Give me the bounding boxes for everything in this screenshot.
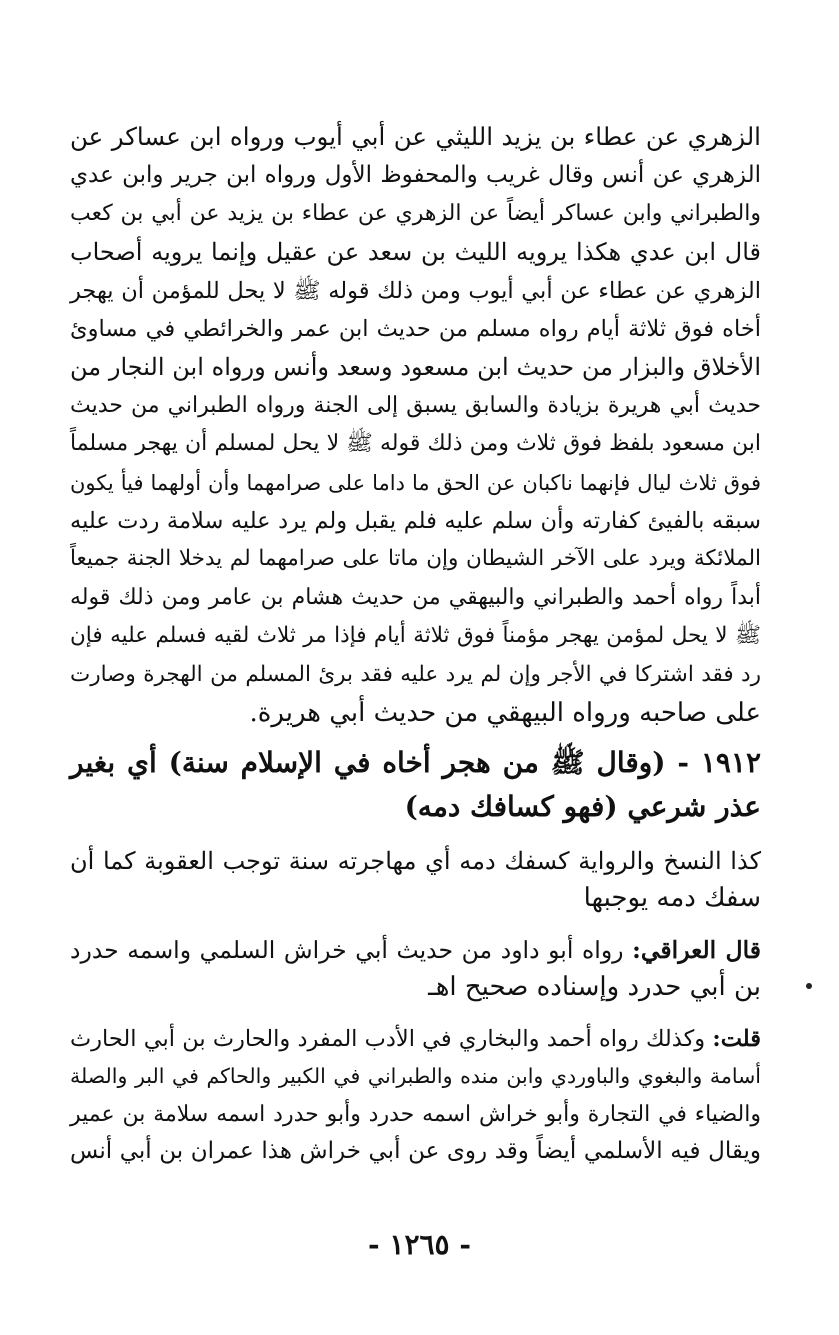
- text-line: الزهري عن أنس وقال غريب والمحفوظ الأول ورواه ابن جرير وابن عدي: [70, 162, 761, 189]
- margin-dot: [806, 983, 812, 989]
- iraqi-paragraph: [70, 932, 761, 1007]
- text-line: الزهري عن عطاء بن يزيد الليثي عن أبي أيوب ورواه ابن عساكر عن: [70, 122, 761, 151]
- text-line: فوق ثلاث ليال فإنهما ناكبان عن الحق ما داما على صرامهما وأن أولهما فيأ يكون: [70, 470, 761, 495]
- text-line: ويقال فيه الأسلمي أيضاً وقد روى عن أبي خراش هذا عمران بن أبي أنس: [70, 1138, 761, 1164]
- text-line: ﷺ لا يحل لمؤمن يهجر مؤمناً فوق ثلاثة أيام فإذا مر ثلاث لقيه فسلم عليه فإن: [70, 623, 761, 649]
- heading-line: ١٩١٢ - (وقال ﷺ من هجر أخاه في الإسلام سنة) أي بغير: [70, 745, 761, 779]
- text-line: الزهري عن عطاء عن أبي أيوب ومن ذلك قوله ﷺ لا يحل للمؤمن أن يهجر: [70, 277, 761, 304]
- heading-line: عذر شرعي (فهو كسافك دمه): [404, 789, 761, 823]
- text-line: ابن مسعود بلفظ فوق ثلاث ومن ذلك قوله ﷺ لا يحل لمسلم أن يهجر مسلماً: [70, 431, 761, 457]
- main-text-block: [70, 118, 761, 733]
- text-line: [70, 932, 761, 970]
- hadith-heading: [70, 741, 761, 829]
- text-line: على صاحبه ورواه البيهقي من حديث أبي هريرة.: [249, 698, 761, 729]
- text-line: حديث أبي هريرة بزيادة والسابق يسبق إلى الجنة ورواه الطبراني من حديث: [70, 392, 761, 418]
- commentary-paragraph: [70, 843, 761, 918]
- text-line: رد فقد اشتركا في الأجر وإن لم يرد عليه فقد برئ المسلم من الهجرة وصارت: [70, 661, 761, 687]
- text-line: [70, 1021, 761, 1059]
- iraqi-label: قال العراقي:: [632, 935, 761, 964]
- iraqi-text: رواه أبو داود من حديث أبي خراش السلمي واسمه حدرد: [70, 935, 624, 964]
- text-line: سفك دمه يوجبها: [583, 883, 761, 913]
- text-line: الأخلاق والبزار من حديث ابن مسعود وسعد وأنس ورواه ابن النجار من: [70, 353, 761, 382]
- text-line: الملائكة ويرد على الآخر الشيطان وإن ماتا على صرامهما لم يدخلا الجنة جميعاً: [70, 546, 761, 572]
- text-line: أبداً رواه أحمد والطبراني والبيهقي من حديث هشام بن عامر ومن ذلك قوله: [70, 584, 761, 610]
- text-line: والضياء في التجارة وأبو خراش اسمه حدرد وأبو حدرد اسمه سلامة بن عمير: [70, 1101, 761, 1127]
- text-line: قال ابن عدي هكذا يرويه الليث بن سعد عن عقيل وإنما يرويه أصحاب: [70, 238, 761, 267]
- page-number: - ١٢٦٥ -: [368, 1228, 471, 1261]
- text-line: والطبراني وابن عساكر أيضاً عن الزهري عن عطاء بن يزيد عن أبي بن كعب: [70, 200, 761, 226]
- text-line: بن أبي حدرد وإسناده صحيح اهـ: [428, 972, 761, 1002]
- text-line: أخاه فوق ثلاثة أيام رواه مسلم من حديث ابن عمر والخرائطي في مساوئ: [70, 316, 761, 343]
- qultu-paragraph: [70, 1021, 761, 1171]
- qultu-label: قلت:: [712, 1025, 762, 1052]
- text-line: أسامة والبغوي والباوردي وابن منده والطبراني في الكبير والحاكم في البر والصلة: [70, 1064, 761, 1088]
- text-line: كذا النسخ والرواية كسفك دمه أي مهاجرته سنة توجب العقوبة كما أن: [70, 846, 761, 875]
- qultu-text: وكذلك رواه أحمد والبخاري في الأدب المفرد والحارث بن أبي الحارث: [70, 1025, 706, 1052]
- text-line: سبقه بالفيئ كفارته وأن سلم عليه فلم يقبل ولم يرد عليه سلامة ردت عليه: [70, 508, 761, 535]
